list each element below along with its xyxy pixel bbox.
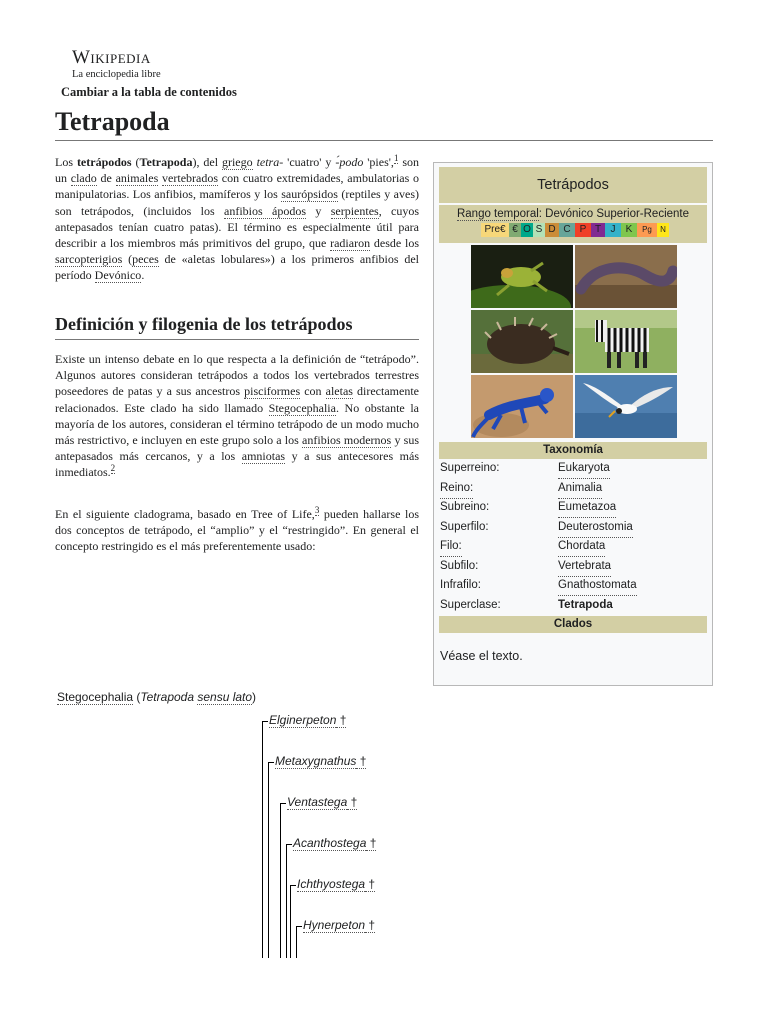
definition-paragraph: Existe un intenso debate en lo que respecta a la definición de “tetrápodo”. Algunos autores consideran tetrápodos a todos los vertebrados terrestres poseedores de patas y a sus ancestros pisciformes con aletas directamente relacionados. Este clado ha sido llamado Stegocephalia. No obstante la mayoría de los autores, consideran el término tetrápodo de un modo mucho más restrictivo, e incluyen en este grupo solo a los anfibios modernos y sus antepasados más cercanos, y a los amniotas y a sus antecesores más inmediatos.$^2$	[55, 352, 420, 480]
clade-branch-vertical	[296, 926, 297, 958]
period-5[interactable]: D	[545, 223, 559, 237]
period-10[interactable]: K	[621, 223, 637, 237]
period-3[interactable]: O	[521, 223, 533, 237]
taxonomy-value: Tetrapoda	[558, 598, 613, 611]
intro-paragraph: Los tetrápodos (Tetrapoda), del griego tetra- 'cuatro' y -́podo 'pies',$^1$ son un clado de animales vertebrados con cuatro extremidades, ambulatorias o manipulatorias. Los anfibios, mamíferos y los saurópsidos (reptiles y aves) son tetrápodos, (incluidos los anfibios ápodos y serpientes, cuyos antepasados tenían cuatro patas). El término es especialmente útil para describir a los miembros más primitivos del grupo, que radiaron desde los sarcopterigios (peces de «aletas lobulares») a los primeros anfibios del período Devónico.	[55, 153, 420, 283]
taxonomy-heading: Taxonomía	[439, 442, 707, 459]
link-rango-temporal[interactable]: Rango temporal	[456, 208, 539, 220]
taxonomy-value[interactable]: Animalia	[558, 479, 602, 499]
taxonomy-rank[interactable]: Filo:	[440, 537, 462, 557]
clade-branch-vertical	[290, 885, 291, 958]
section-heading: Definición y filogenia de los tetrápodos	[55, 313, 419, 340]
link-clado[interactable]: clado	[70, 171, 97, 186]
clade-branch-horizontal	[296, 926, 302, 927]
link-griego[interactable]: griego	[221, 155, 253, 169]
taxonomy-value[interactable]: Gnathostomata	[558, 576, 637, 596]
period-6[interactable]: C	[559, 223, 575, 237]
link-radiaron[interactable]: radiaron	[330, 236, 371, 251]
clade-branch-vertical	[286, 844, 287, 958]
link-animales[interactable]: animales	[115, 171, 159, 186]
period-8[interactable]: T	[591, 223, 605, 237]
extinct-dagger-link[interactable]: †	[347, 795, 358, 809]
extinct-dagger-link[interactable]: †	[365, 877, 376, 891]
link-sauropsidos[interactable]: saurópsidos	[281, 187, 338, 202]
link-taxon[interactable]: Ichthyostega	[297, 877, 366, 891]
link-pisciformes[interactable]: pisciformes	[244, 384, 301, 399]
link-anfibios-apodos[interactable]: anfibios ápodos	[224, 203, 307, 218]
period-1[interactable]: Pre€	[481, 223, 509, 237]
taxonomy-row	[440, 498, 708, 517]
link-aletas[interactable]: aletas	[325, 384, 353, 399]
taxonomy-value[interactable]: Eumetazoa	[558, 498, 616, 518]
link-vertebrados[interactable]: vertebrados	[162, 171, 219, 186]
taxonomy-rank: Infrafilo:	[440, 579, 481, 591]
extinct-dagger-link[interactable]: †	[365, 918, 376, 932]
taxonomy-row	[440, 576, 708, 595]
ref-3[interactable]: 3	[314, 505, 320, 515]
caecilian-photo	[575, 245, 677, 308]
period-9[interactable]: J	[605, 223, 621, 237]
clade-branch-horizontal	[268, 762, 274, 763]
taxonomy-value[interactable]: Vertebrata	[558, 557, 611, 577]
frog-photo	[471, 245, 573, 308]
bird-photo	[575, 375, 677, 438]
clades-heading: Clados	[439, 616, 707, 633]
geologic-timebar	[481, 223, 669, 237]
taxonomy-row	[440, 557, 708, 576]
link-taxon[interactable]: Hynerpeton	[303, 918, 366, 932]
link-taxon[interactable]: Acanthostega	[293, 836, 367, 850]
clade-branch-horizontal	[280, 803, 286, 804]
period-2[interactable]: €	[509, 223, 521, 237]
clade-branch-horizontal	[286, 844, 292, 845]
link-serpientes[interactable]: serpientes	[330, 203, 379, 218]
ref-2[interactable]: 2	[110, 463, 116, 474]
page-title: Tetrapoda	[55, 104, 713, 141]
taxonomy-rank: Superclase:	[440, 598, 501, 611]
clade-branch-horizontal	[262, 721, 268, 722]
taxonomy-rank[interactable]: Reino:	[440, 479, 473, 499]
link-amniotas[interactable]: amniotas	[241, 449, 286, 464]
taxonomy-rank: Subfilo:	[440, 559, 479, 572]
clade-taxon-label	[303, 918, 375, 932]
clade-taxon-label	[287, 795, 357, 809]
link-peces[interactable]: peces	[132, 252, 159, 267]
taxobox	[433, 162, 713, 686]
toggle-toc-link[interactable]: Cambiar a la tabla de contenidos	[61, 85, 237, 99]
clade-branch-vertical	[280, 803, 281, 958]
taxonomy-row	[440, 459, 708, 478]
link-stegocephalia[interactable]: Stegocephalia	[268, 400, 336, 415]
period-12[interactable]: N	[657, 223, 669, 237]
clade-taxon-label	[275, 754, 366, 768]
taxobox-image-collage[interactable]	[471, 245, 678, 440]
period-7[interactable]: P	[575, 223, 591, 237]
link-stegocephalia-clado[interactable]: Stegocephalia	[57, 690, 134, 704]
taxonomy-row	[440, 479, 708, 498]
echidna-photo	[471, 310, 573, 373]
clade-branch-vertical	[262, 721, 263, 958]
extinct-dagger-link[interactable]: †	[336, 713, 347, 727]
clade-taxon-label	[293, 836, 376, 850]
taxonomy-row	[440, 518, 708, 537]
period-4[interactable]: S	[533, 223, 545, 237]
clade-branch-vertical	[268, 762, 269, 958]
taxonomy-rank: Superfilo:	[440, 520, 489, 533]
taxonomy-rank: Subreino:	[440, 501, 490, 513]
wikipedia-logo[interactable]	[72, 48, 161, 81]
taxobox-title: Tetrápodos	[439, 167, 707, 203]
taxonomy-value[interactable]: Chordata	[558, 537, 605, 557]
taxonomy-row	[440, 596, 708, 615]
taxonomy-row	[440, 537, 708, 556]
extinct-dagger-link[interactable]: †	[356, 754, 367, 768]
taxonomy-rank: Superreino:	[440, 462, 500, 474]
link-taxon[interactable]: Metaxygnathus	[275, 754, 357, 768]
clade-taxon-label	[269, 713, 346, 727]
cladogram-root-label: Stegocephalia (Tetrapoda sensu lato)	[57, 690, 257, 704]
link-anfibios-modernos[interactable]: anfibios modernos	[302, 433, 392, 448]
period-11[interactable]: Pg	[637, 223, 657, 237]
taxonomy-value[interactable]: Deuterostomia	[558, 518, 633, 538]
link-taxon[interactable]: Elginerpeton	[269, 713, 337, 727]
temporal-range: Rango temporal: Devónico Superior-Reciente Pre€ € O S D C P T J K Pg N	[439, 205, 707, 243]
logo-wordmark: Wikipedia	[72, 47, 151, 68]
link-devonico[interactable]: Devónico	[94, 268, 142, 283]
lizard-photo	[471, 375, 573, 438]
clade-taxon-label	[297, 877, 375, 891]
zebra-photo	[575, 310, 677, 373]
link-taxon[interactable]: Ventastega	[287, 795, 348, 809]
logo-tagline: La enciclopedia libre	[72, 69, 161, 80]
link-sarcopterigios[interactable]: sarcopterigios	[55, 252, 123, 267]
cladogram-intro-paragraph: En el siguiente cladograma, basado en Tree of Life,$^3$ pueden hallarse los dos conceptos de tetrápodo, el “amplio” y el “restringido”. En general el concepto restringido es el más preferentemente usado:	[55, 505, 419, 554]
clade-branch-horizontal	[290, 885, 296, 886]
taxonomy-value[interactable]: Eukaryota	[558, 459, 610, 479]
extinct-dagger-link[interactable]: †	[366, 836, 377, 850]
see-text: Véase el texto.	[440, 649, 523, 663]
ref-1[interactable]: 1	[393, 153, 399, 163]
link-sensu-lato[interactable]: sensu lato	[197, 690, 253, 704]
